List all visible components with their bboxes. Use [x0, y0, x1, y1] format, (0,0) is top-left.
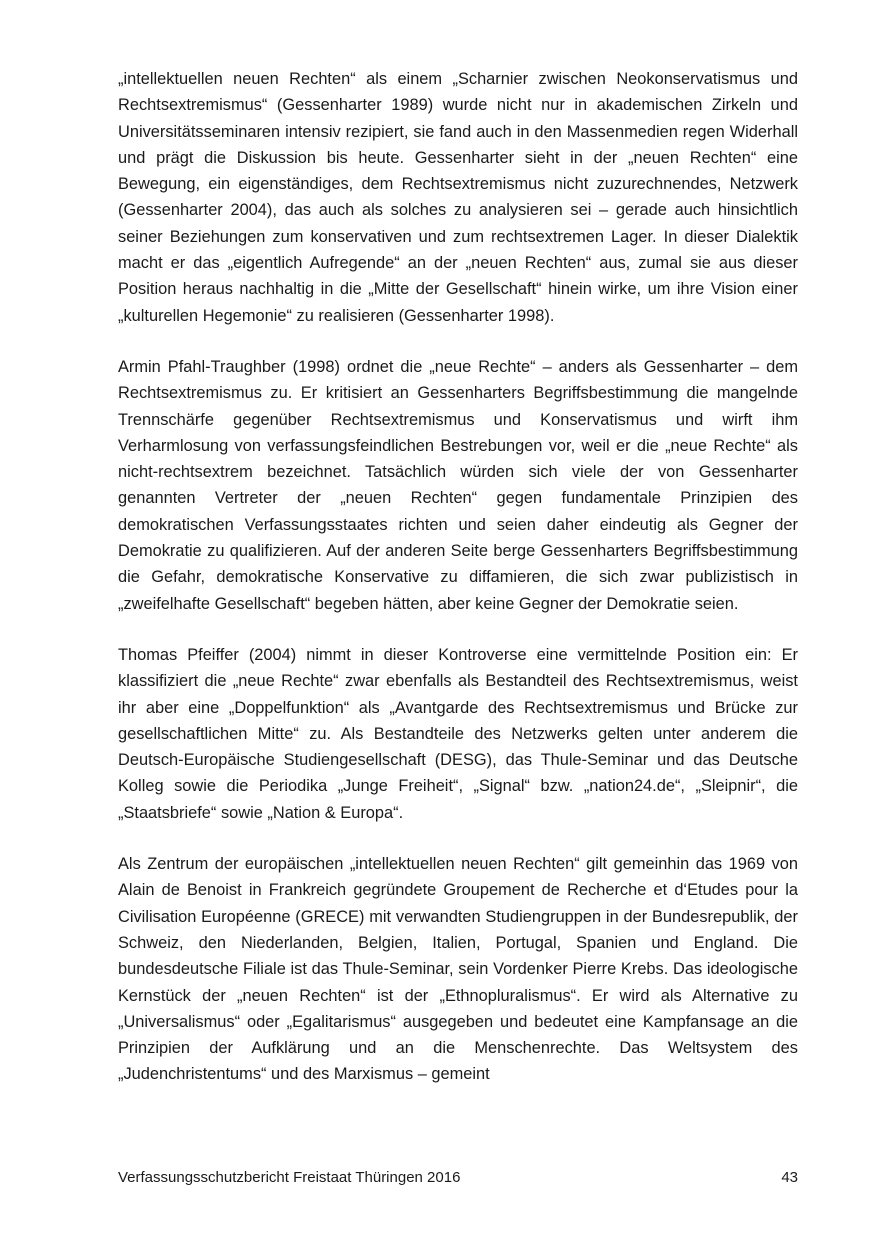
paragraph-pfahl-traughber: Armin Pfahl-Traughber (1998) ordnet die „neue Rechte“ – anders als Gessenharter – dem Rechtsextremismus zu. Er kritisiert an Gessenharters Begriffsbestimmung die mangelnde Trennschärfe gegenüber Rechtsextremismus und Konservatismus und wirft ihm Verharmlosung von verfassungsfeindlichen Bestrebungen vor, weil er die „neue Rechte“ als nicht-rechtsextrem bezeichnet. Tatsächlich würden sich viele der von Gessenharter genannten Vertreter der „neuen Rechten“ gegen fundamentale Prinzipien des demokratischen Verfassungsstaates richten und seien daher eindeutig als Gegner der Demokratie zu qualifizieren. Auf der anderen Seite berge Gessenharters Begriffsbestimmung die Gefahr, demokratische Konservative zu diffamieren, die sich zwar publizistisch in „zweifelhafte Gesellschaft“ begeben hätten, aber keine Gegner der Demokratie seien. [118, 357, 798, 613]
paragraph-grece: Als Zentrum der europäischen „intellektuellen neuen Rechten“ gilt gemeinhin das 1969 von Alain de Benoist in Frankreich gegründete Groupement de Recherche et d‘Etudes pour la Civilisation Européenne (GRECE) mit verwandten Studiengruppen in der Bundesrepublik, der Schweiz, den Niederlanden, Belgien, Italien, Portugal, Spanien und England. Die bundesdeutsche Filiale ist das Thule-Seminar, sein Vordenker Pierre Krebs. Das ideologische Kernstück der „neuen Rechten“ ist der „Ethnopluralismus“. Er wird als Alternative zu „Universalismus“ oder „Egalitarismus“ ausgegeben und bedeutet eine Kampfansage an die Prinzipien der Aufklärung und an die Menschenrechte. Das Weltsystem des „Judenchristentums“ und des Marxismus – gemeint [118, 855, 798, 1084]
paragraph-gessenharter: „intellektuellen neuen Rechten“ als einem „Scharnier zwischen Neokonservatismus und Rechtsextremismus“ (Gessenharter 1989) wurde nicht nur in akademischen Zirkeln und Universitätsseminaren intensiv rezipiert, sie fand auch in den Massenmedien regen Widerhall und prägt die Diskussion bis heute. Gessenharter sieht in der „neuen Rechten“ eine Bewegung, ein eigenständiges, dem Rechtsextremismus nicht zuzurechnendes, Netzwerk (Gessenharter 2004), das auch als solches zu analysieren sei – gerade auch hinsichtlich seiner Beziehungen zum konservativen und zum rechtsextremen Lager. In dieser Dialektik macht er das „eigentlich Aufregende“ an der „neuen Rechten“ aus, zumal sie aus dieser Position heraus nachhaltig in die „Mitte der Gesellschaft“ hinein wirke, um ihre Vision einer „kulturellen Hegemonie“ zu realisieren (Gessenharter 1998). [118, 70, 798, 325]
footer-title: Verfassungsschutzbericht Freistaat Thüringen 2016 [118, 1169, 461, 1186]
page-number: 43 [781, 1169, 798, 1186]
paragraph-pfeiffer: Thomas Pfeiffer (2004) nimmt in dieser Kontroverse eine vermittelnde Position ein: Er klassifiziert die „neue Rechte“ zwar ebenfalls als Bestandteil des Rechtsextremismus, weist ihr aber eine „Doppelfunktion“ als „Avantgarde des Rechtsextremismus und Brücke zur gesellschaftlichen Mitte“ zu. Als Bestandteile des Netzwerks gelten unter anderem die Deutsch-Europäische Studiengesellschaft (DESG), das Thule-Seminar und das Deutsche Kolleg sowie die Periodika „Junge Freiheit“, „Signal“ bzw. „nation24.de“, „Sleipnir“, die „Staatsbriefe“ sowie „Nation & Europa“. [118, 645, 798, 822]
page-footer [118, 1168, 798, 1188]
main-text [118, 66, 798, 1113]
